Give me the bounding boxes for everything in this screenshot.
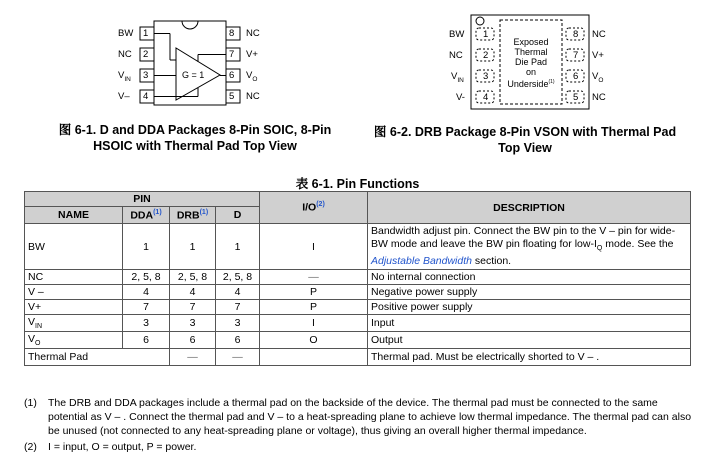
figure-2-caption-line2: Top View: [498, 141, 552, 155]
soic-pin-1-number: 1: [143, 28, 149, 39]
vson-label-nc-2: NC: [449, 50, 463, 61]
table-caption: 表 6-1. Pin Functions: [295, 177, 420, 191]
soic-label-vminus: V–: [118, 91, 130, 102]
adjustable-bandwidth-link[interactable]: Adjustable Bandwidth: [371, 255, 472, 268]
vson-label-vo: $V_O$: [592, 71, 604, 84]
footnote-1: (1) The DRB and DDA packages include a thermal pad on the backside of the device. The thermal pad must be connected to the same potential as V – . Connect the thermal pad and V – to a heat-spreading plane to achieve low thermal impedance. The thermal pad can also be unused (not connected to any heat-spreading plane or voltage), thus giving an overall higher thermal impedance.: [24, 397, 692, 437]
soic-label-vin: $V_{IN}$: [118, 70, 131, 83]
figure-1-caption-line2: HSOIC with Thermal Pad Top View: [93, 139, 297, 153]
soic-label-vo: $V_O$: [246, 70, 258, 83]
vson-label-bw: BW: [449, 29, 465, 40]
table-row: V – 4 4 4 P Negative power supply: [25, 285, 691, 300]
table-header-row-1: [25, 192, 691, 207]
vson-pin-3-number: 3: [483, 71, 489, 82]
soic-pin-4-number: 4: [143, 91, 149, 102]
vson-label-vin: $V_{IN}$: [451, 71, 464, 84]
soic-label-nc-8: NC: [246, 28, 260, 39]
soic-pin-8-number: 8: [229, 28, 235, 39]
table-row: BW 1 1 1 I Bandwidth adjust pin. Connect the BW pin to the V – pin for wide-BW mode and leave the BW pin floating for low-$I_Q$ mode. See the Adjustable Bandwidth section.: [25, 224, 691, 270]
table-row: $V_{IN}$ 3 3 3 I Input: [25, 315, 691, 332]
soic-pin-2-number: 2: [143, 49, 149, 60]
thermal-pad-label: Exposed Thermal Die Pad on Underside$^{(1)}$: [507, 37, 555, 89]
soic-pin-6-number: 6: [229, 70, 235, 81]
vson-pin-5-number: 5: [573, 92, 579, 103]
soic-label-nc-5: NC: [246, 91, 260, 102]
vson-label-nc-5: NC: [592, 92, 606, 103]
header-pin: PIN: [25, 192, 260, 207]
soic-pin-7-number: 7: [229, 49, 235, 60]
header-d: D: [216, 207, 260, 224]
soic-label-bw: BW: [118, 28, 134, 39]
vson-pin-7-number: 7: [573, 50, 579, 61]
vson-label-vminus: V-: [456, 92, 465, 103]
figure-2-caption: [360, 124, 690, 156]
amplifier-gain-label: G = 1: [182, 70, 205, 80]
header-io: $I/O^{(2)}$: [260, 192, 368, 224]
footnote-2: (2) I = input, O = output, P = power.: [24, 441, 197, 453]
table-row: $V_O$ 6 6 6 O Output: [25, 332, 691, 349]
vson-pin-8-number: 8: [573, 29, 579, 40]
vson-pin-2-number: 2: [483, 50, 489, 61]
vson-pin-1-number: 1: [483, 29, 489, 40]
header-drb: DRB$^{(1)}$: [170, 207, 216, 224]
vson-pin-6-number: 6: [573, 71, 579, 82]
soic-label-vplus: V+: [246, 49, 258, 60]
figure-2-caption-line1: 图 6-2. DRB Package 8-Pin VSON with Thermal Pad: [373, 125, 677, 139]
table-row: V+ 7 7 7 P Positive power supply: [25, 300, 691, 315]
header-description: DESCRIPTION: [368, 192, 691, 224]
figure-1-caption: [30, 122, 360, 154]
soic-pin-3-number: 3: [143, 70, 149, 81]
vson-label-vplus: V+: [592, 50, 604, 61]
table-row: NC 2, 5, 8 2, 5, 8 2, 5, 8 — No internal connection: [25, 270, 691, 285]
vson-pin-4-number: 4: [483, 92, 489, 103]
table-footnotes: [24, 396, 694, 454]
pin-functions-table: [24, 191, 691, 366]
vson-label-nc-8: NC: [592, 29, 606, 40]
soic-pin-5-number: 5: [229, 91, 235, 102]
figure-1-caption-line1: 图 6-1. D and DDA Packages 8-Pin SOIC, 8-Pin: [58, 123, 332, 137]
table-row: Thermal Pad — — Thermal pad. Must be electrically shorted to V – .: [25, 349, 691, 366]
soic-label-nc-2: NC: [118, 49, 132, 60]
header-dda: DDA$^{(1)}$: [123, 207, 170, 224]
header-name: NAME: [25, 207, 123, 224]
